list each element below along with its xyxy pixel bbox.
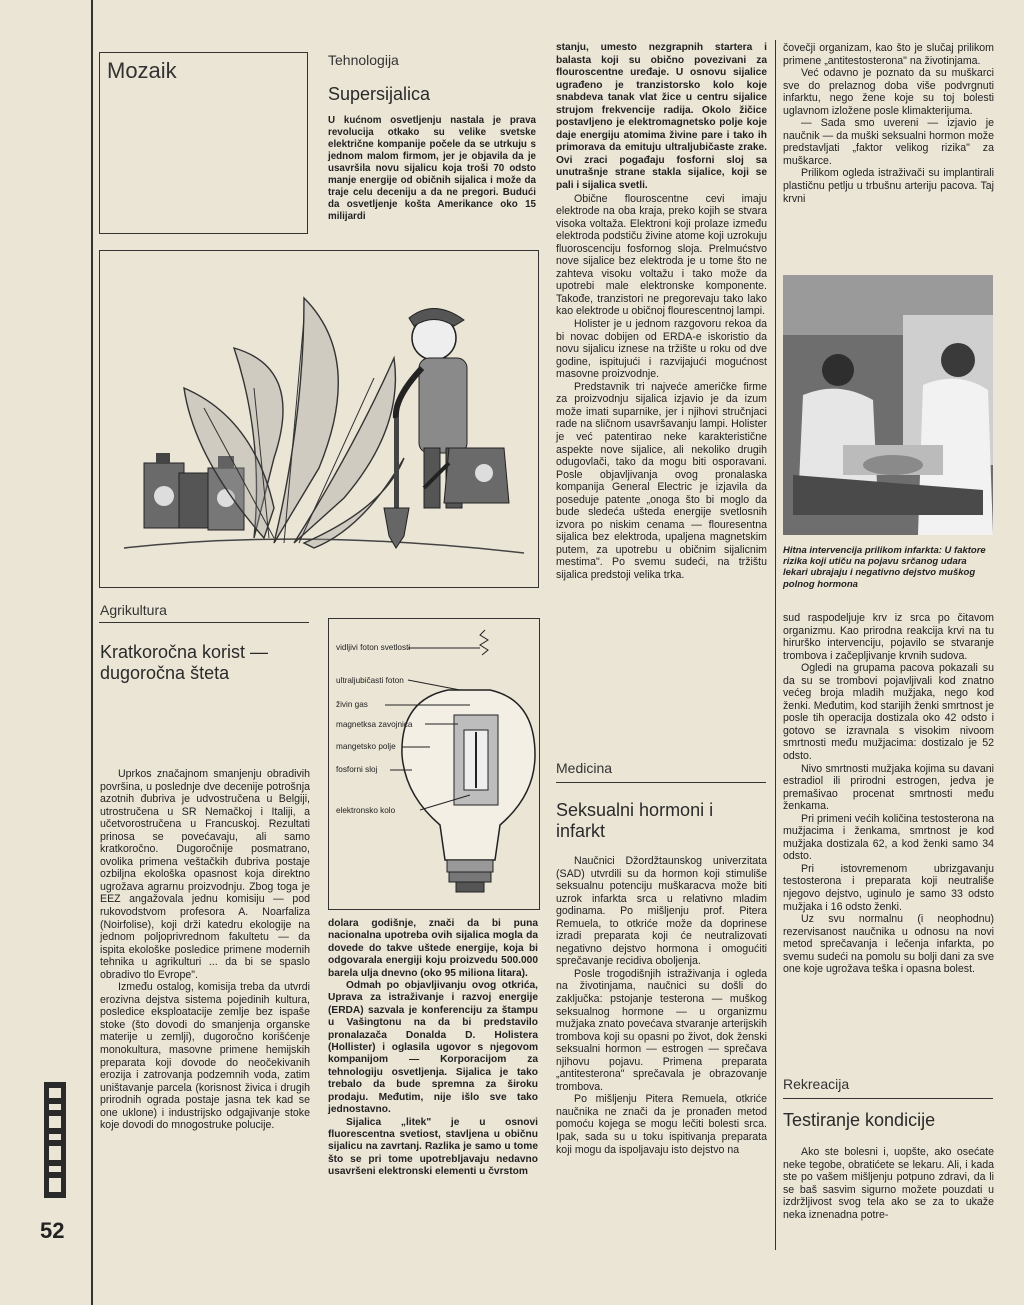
- diagram-label-uv-photon: ultraljubičasti foton: [336, 676, 404, 685]
- diagram-label-coil: magnetksa zavojnica: [336, 720, 413, 729]
- medicina-c5-h: Pri primeni većih količina testosterona na mužjacima i ženkama, smrtnost je kod mužjaka dostizala 62, a kod ženki samo 34 odsto.: [783, 812, 994, 863]
- medicina-rule: [556, 782, 766, 783]
- medicina-body: [556, 855, 767, 1156]
- medicina-section-label: Medicina: [556, 760, 613, 776]
- left-margin-line: [91, 0, 93, 1305]
- medicina-c5-i: Pri istovremenom ubrizgavanju testosterona i preparata koji neutrališe njegovo dejstvo, uginulo je samo 33 odsto mužjaka i 16 odsto ženki.: [783, 862, 994, 913]
- rekreacija-section-label: Rekreacija: [783, 1076, 850, 1092]
- diagram-label-phosphor: fosforni sloj: [336, 765, 378, 774]
- medicina-c5-b: Već odavno je poznato da su muškarci sve do prelaznog doba više podvrgnuti infarktu, nego žene koje su toj bolesti uglavnom izložene posle klimakterijuma.: [783, 67, 994, 117]
- rekreacija-p1: Ako ste bolesni i, uopšte, ako osećate neke tegobe, obratićete se lekaru. Ali, i kada ste po vašem mišljenju potpuno zdravi, da li se baš sasvim sigurno možete pouzdati u izdržljivost svog tela ako se za to ukaže neka iznenadna potre-: [783, 1146, 994, 1221]
- tehnologija-p-cont: dolara godišnje, znači da bi puna nacionalna upotreba ovih sijalica mogla da dovede do takve uštede energije, koja bi odgovarala energiji koju proizvedu 500.000 barela ulja dnevno (oko 95 miliona litara).: [328, 918, 538, 979]
- agrikultura-rule: [99, 622, 309, 623]
- page-number: 52: [40, 1218, 65, 1243]
- medicina-col5-bottom: [783, 612, 994, 976]
- column-rule: [775, 40, 776, 1250]
- tehnologija-col4-b: Obične flouroscentne cevi imaju elektrode na oba kraja, preko kojih se stvara visoka voltaža. Elektroni koji prolaze između elektroda podstiču živine atome koji uzrokuju fluoroscenciju fosfornog sloja. Prelmućstvo nove sijalice bez elektroda je u tome što ne zahteva visoku voltažu i tako može da upotrebi male elektronske komponente. Takođe, tranzistori ne pregorevaju tako lako kao elektrode u običnoj flourescentnoj lampi.: [556, 192, 767, 318]
- tehnologija-col4: [556, 42, 767, 582]
- tehnologija-col4-d: Predstavnik tri najveće američke firme za proizvodnju sijalica izjavio je da izum može imati suparnike, jer i njihovi stručnjaci rade na sličnom usavršavanju lampi. Holister je već patentirao neke karakteristične aspekte nove sijalice, ali nekoliko drugih odugovlači, tako da mogu biti osporavani. Posle objavljivanja ovog pronalaska kompanija General Electric je izjavila da poseduje patente „onoga što bi moglo da bude sledeća ušteda energije svetlosnih izvora po niskim cenama — flouresentna sijalica bez elektroda, upaljena magnetskim putem, za upotrebu u običnim sijalicnim mestima". Po svemu sudeći, na tržištu sijalica predstoji velika trka.: [556, 380, 767, 581]
- rekreacija-rule: [783, 1098, 993, 1099]
- magazine-logo: [42, 1080, 68, 1200]
- tehnologija-col4-a: stanju, umesto nezgrapnih startera i balasta koji su obično povezivani za flouroscentne uređaje. U osnovu sijalice ugrađeno je tranzistorsko kolo koje snabdeva tanak vlat žice u centru sijalice strujom frekvencije radija. Okolo žičice postavljeno je elektromagnetsko polje koje daje energiju atomima živine pare i tako ih primorava da emituju ultraljubičaste zrake. Ovi zraci pogađaju fosforni sloj sa unutrašnje strane stakla sijalice, koji se pali i sijalica svetli.: [556, 42, 767, 192]
- diagram-label-magnetic-field: mangetsko polje: [336, 742, 396, 751]
- medicina-c5-f: Ogledi na grupama pacova pokazali su da su se trombovi pojavljivali kod znatno većeg broja mladih mužjaka, nego kod ženki. Međutim, kod starijih ženki smrtnost je posle tih operacija dostizala oko 42 odsto i gotovo se izravnala s visokim nivoom smrtnosti među mužjacima: dostizalo je 52 odsto.: [783, 662, 994, 763]
- agrikultura-section-label: Agrikultura: [100, 602, 167, 618]
- medicina-c5-e: sud raspodeljuje krv iz srca po čitavom organizmu. Kao prirodna reakcija krvi na tu hirurško intervenciju, pojavilo se stvaranje trombova i začepljivanje krvnih sudova.: [783, 612, 994, 662]
- diagram-label-circuit: elektronsko kolo: [336, 806, 396, 815]
- tehnologija-title: Supersijalica: [328, 84, 431, 104]
- photo-caption: Hitna intervencija prilikom infarkta: U faktore rizika koji utiču na pojavu srčanog udara lekari ubrajaju i negativno dejstvo muškog polnog hormona: [783, 545, 986, 590]
- diagram-label-visible-photon: vidljivi foton svetlosti: [336, 643, 411, 652]
- medicina-p1: Naučnici Džordžtaunskog univerzitata (SAD) utvrdili su da hormon koji stimuliše seksualnu potenciju muškaracva može biti uzrok infarkta srca u relativno mladim godinama. Po mišljenju prof. Pitera Remuela, to otkriće može da doprinese izradi preparata koji će neutralizovati negativno dejstvo hormona i omogućiti sprečavanje recidiva oboljenja.: [556, 855, 767, 968]
- medicina-c5-j: Uz svu normalnu (i neophodnu) rezervisanost naučnika u odnosu na novi metod sprečavanja i lečenja infarkta, po svemu sudeći na pomolu su bolji dani za sve one koje ugrožava teška i opasna bolest.: [783, 913, 994, 976]
- tehnologija-p-sijalica: Sijalica „litek" je u osnovi fluorescentna svetiost, stavljena u običnu sijalicu na zavrtanj. Razlika je samo u tome što se pri tome upotrebljavaju nedavno usavršeni elektronski elementi u čvrstom: [328, 1116, 538, 1178]
- agrikultura-p1: Uprkos značajnom smanjenju obradivih površina, u poslednje dve decenije potrošnja azotnih đubriva je udvostručena u Belgiji, utrostručena u SR Nemačkoj i Italiji, a učetvorostručena u Francuskoj. Rezultati prinosa se povećavaju, ali samo kratkoročno. Dugoročnije posmatrano, ovolika primena veštačkih đubriva postaje ozbiljna ekološka opasnost koja direktno ugrožava agrarnu proizvodnju. Zbog toga je EEZ angažovala jednu komisiju — pod rukovodstvom profesora A. Noarfaliza (Noirfolise), koji drži katedru ekologije na jednom poljoprivrednom fakultetu — da ispita ekološke posledice primene modernih tehnika u agrikulturi ... da bi se spaslo obradivo tlo Evrope".: [100, 768, 310, 981]
- medicina-p2: Posle trogodišnjih istraživanja i ogleda na životinjama, naučnici su došli do zaključka: pstojanje testerona — muškog seksualnog hormone — u organizmu mužjaka znato povećava stvaranje arterijskih trombova koji su opasni po život, dok ženski seksualni hormon — estrogen — sprečava njihovu pojavu. Primena preparata „antitesterona" sprečavala je obrazovanje trombova.: [556, 967, 767, 1093]
- medicina-c5-d: Prilikom ogleda istraživači su implantirali plastičnu petlju u trbušnu arteriju pacova. Taj krvni: [783, 167, 994, 205]
- hospital-photo: [783, 275, 993, 535]
- tehnologija-p-odmah: Odmah po objavljivanju ovog otkrića, Uprava za istraživanje i razvoj energije (ERDA) sazvala je konferenciju za štampu u Vašingtonu na da bi predstavilo pronalazača Donalda D. Holistera (Hollister) i oglasila ugovor s njegovom kompanijom — Korporacijom za tehnologiju osvetljenja. Sijalica je tako trebalo da bude spremna za široku prodaju. Međutim, nije išlo sve tako jednostavno.: [328, 980, 538, 1116]
- medicina-p3: Po mišljenju Pitera Remuela, otkriće naučnika ne znači da je pronađen metod pomoću kojega se mogu lečiti bolesti srca. Ipak, sada su u toku ispitivanja preparata koji mogu da ispoljavaju isto dejstvo na: [556, 1093, 767, 1156]
- agrikultura-p2: Između ostalog, komisija treba da utvrdi erozivna dejstva sistema pojedinih kultura, posledice eksploatacije zemlje bez ispaše stoke (što dovodi do smanjenja organske materije u zemlji), dugoročno korišćenje monokultura, masovne primene hemijskih preparata koji dovode do neočekivanih erozija i zatrovanja podzemnih voda, zatim uništavanje parcela (korisnost živica i drugih prirodnih ograda postaje jasna tek kad se one uklone) i industrijsko odgajivanje stoke koje dovodi do mnogostruke polucije.: [100, 981, 310, 1132]
- mozaik-label: Mozaik: [107, 58, 177, 83]
- tehnologija-cont: [328, 918, 538, 1179]
- tehnologija-lead: U kućnom osvetljenju nastala je prava revolucija otkako su velike svetske električne kompanije počele da se utrkuju s jednom malom firmom, jer je objavila da je usavršila novu sijalicu koja troši 70 odsto manje energije od običnih sijalica i može da traje celu deceniju a da ne pregori. Budući da osvetljenje košta Amerikance oko 15 milijardi: [328, 115, 536, 222]
- medicina-c5-g: Nivo smrtnosti mužjaka kojima su davani estradiol ili prirodni estrogen, jedva je premašivao procenat smrtnosti među ženkama.: [783, 762, 994, 813]
- diagram-label-mercury-gas: živin gas: [336, 700, 368, 709]
- medicina-col5-top: [783, 42, 994, 205]
- medicina-title: Seksualni hormoni i infarkt: [556, 800, 714, 841]
- tehnologija-section-label: Tehnologija: [328, 52, 399, 68]
- tehnologija-col4-c: Holister je u jednom razgovoru rekoa da bi novac dobijen od ERDA-e iskoristio da novu sijalicu iznese na tržište u roku od dve godine, ispitujući i razvijajući mogućnost masovne proizvodnje.: [556, 318, 767, 381]
- bulb-diagram: [330, 620, 536, 906]
- agrikultura-title: Kratkoročna korist — dugoročna šteta: [100, 642, 269, 683]
- medicina-c5-a: čovečji organizam, kao što je slučaj prilikom primene „antitestosterona" na životinjama.: [783, 42, 994, 67]
- rekreacija-body: [783, 1146, 994, 1221]
- agrikultura-body: [100, 768, 310, 1132]
- gardener-illustration: [104, 258, 532, 580]
- medicina-c5-c: — Sada smo uvereni — izjavio je naučnik — da muški seksualni hormon može predstavljati „faktor velikog rizika" za muškarce.: [783, 117, 994, 167]
- rekreacija-title: Testiranje kondicije: [783, 1110, 936, 1130]
